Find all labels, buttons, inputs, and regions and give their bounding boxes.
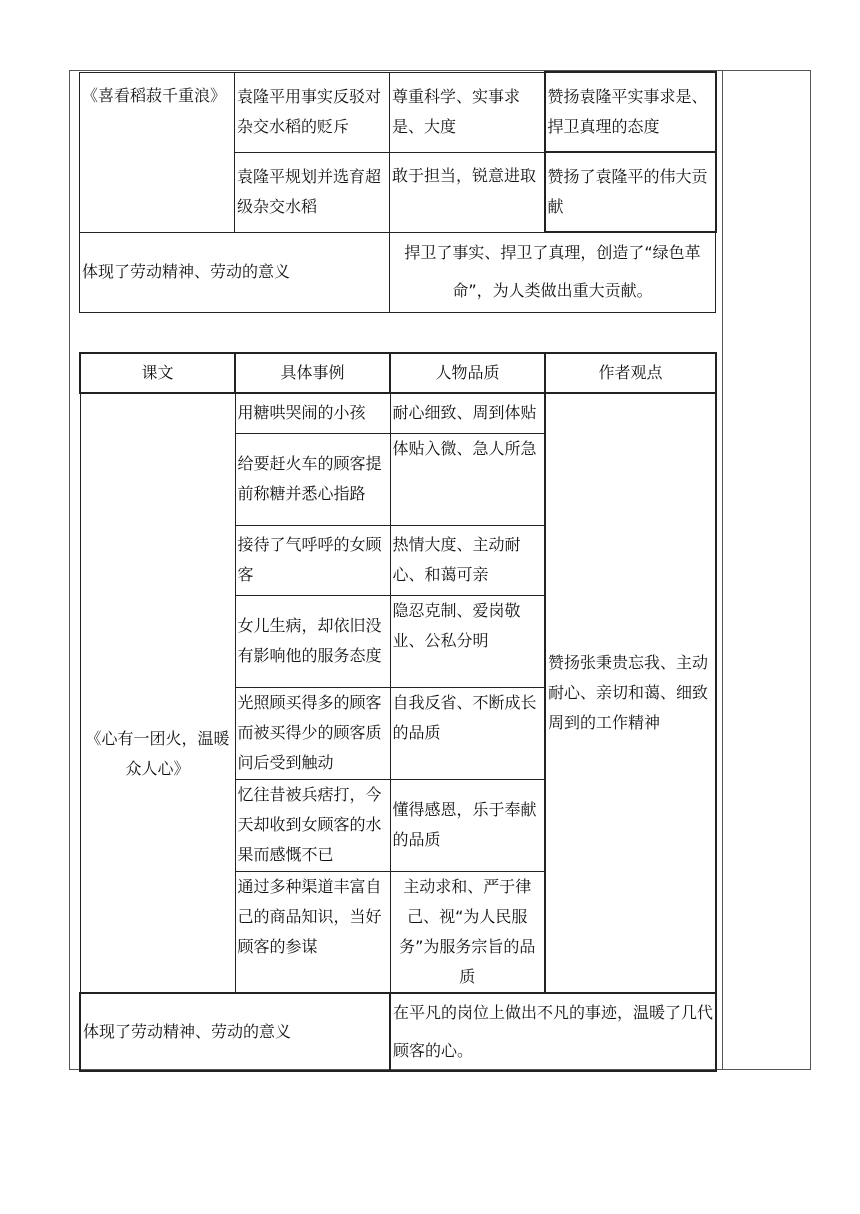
quality-cell: 体贴入微、急人所急 [390, 433, 545, 525]
table-row [80, 72, 716, 152]
summary-label: 体现了劳动精神、劳动的意义 [80, 232, 390, 312]
event-cell: 接待了气呼呼的女顾客 [235, 525, 390, 595]
summary-text: 在平凡的岗位上做出不凡的事迹，温暖了几代顾客的心。 [390, 993, 716, 1071]
quality-cell: 隐忍克制、爱岗敬业、公私分明 [390, 595, 545, 687]
view-cell: 赞扬袁隆平实事求是、捍卫真理的态度 [545, 72, 716, 152]
quality-cell: 敢于担当，锐意进取 [390, 152, 545, 232]
header-text: 课文 [80, 353, 235, 393]
header-event: 具体事例 [235, 353, 390, 393]
event-cell: 用糖哄哭闹的小孩 [235, 393, 390, 433]
quality-cell: 热情大度、主动耐心、和蔼可亲 [390, 525, 545, 595]
event-cell: 袁隆平规划并选育超级杂交水稻 [235, 152, 390, 232]
view-cell: 赞扬张秉贵忘我、主动耐心、亲切和蔼、细致周到的工作精神 [545, 393, 716, 993]
quality-cell: 懂得感恩，乐于奉献的品质 [390, 779, 545, 871]
event-cell: 通过多种渠道丰富自己的商品知识，当好顾客的参谋 [235, 871, 390, 993]
table-row [80, 232, 716, 312]
text-title-cell: 《心有一团火，温暖众人心》 [80, 393, 235, 993]
event-cell: 光照顾买得多的顾客而被买得少的顾客质问后受到触动 [235, 687, 390, 779]
summary-label: 体现了劳动精神、劳动的意义 [80, 993, 390, 1071]
view-cell: 赞扬了袁隆平的伟大贡献 [545, 152, 716, 232]
header-view: 作者观点 [545, 353, 716, 393]
quality-cell: 耐心细致、周到体贴 [390, 393, 545, 433]
table-xin-you-yi-tuan-huo [79, 352, 717, 1072]
text-title-cell: 《喜看稻菽千重浪》 [80, 72, 235, 232]
table-row [80, 393, 716, 433]
header-quality: 人物品质 [390, 353, 545, 393]
frame-divider [722, 70, 723, 1070]
event-cell: 袁隆平用事实反驳对杂交水稻的贬斥 [235, 72, 390, 152]
quality-cell: 尊重科学、实事求是、大度 [390, 72, 545, 152]
summary-text: 捍卫了事实、捍卫了真理，创造了“绿色革命”，为人类做出重大贡献。 [390, 232, 716, 312]
quality-cell: 自我反省、不断成长的品质 [390, 687, 545, 779]
event-cell: 女儿生病，却依旧没有影响他的服务态度 [235, 595, 390, 687]
table-row [80, 993, 716, 1071]
quality-cell: 主动求和、严于律己、视“为人民服务”为服务宗旨的品质 [390, 871, 545, 993]
table-xi-kan-dao-shu [79, 71, 717, 313]
event-cell: 忆往昔被兵痞打，今天却收到女顾客的水果而感慨不已 [235, 779, 390, 871]
event-cell: 给要赶火车的顾客提前称糖并悉心指路 [235, 433, 390, 525]
header-row [80, 353, 716, 393]
